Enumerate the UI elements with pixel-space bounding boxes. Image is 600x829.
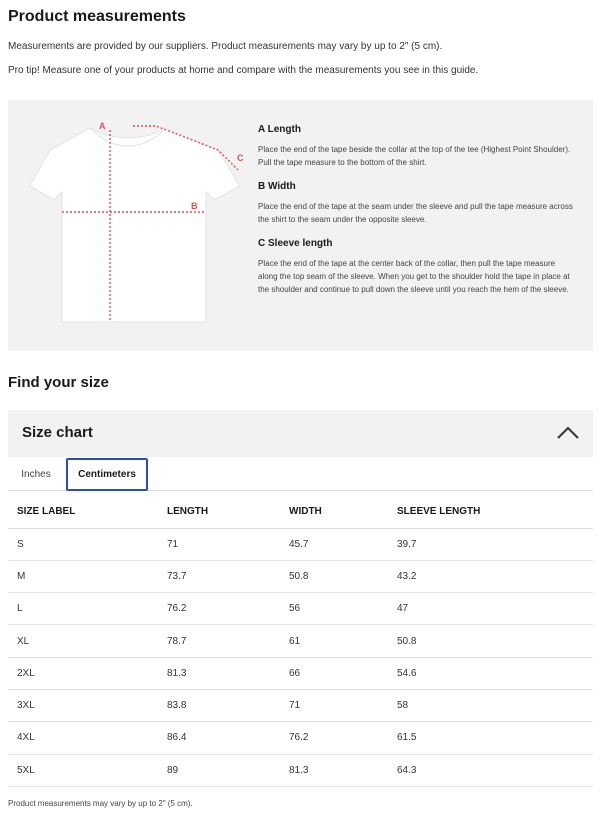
cell-length: 73.7 (158, 560, 280, 592)
cell-sleeve: 47 (388, 593, 593, 625)
cell-length: 81.3 (158, 657, 280, 689)
cell-sleeve: 43.2 (388, 560, 593, 592)
cell-sleeve: 39.7 (388, 528, 593, 560)
cell-length: 76.2 (158, 593, 280, 625)
find-size-title: Find your size (8, 374, 109, 391)
cell-sleeve: 64.3 (388, 754, 593, 786)
table-row (8, 754, 593, 786)
size-chart-title: Size chart (22, 424, 93, 441)
cell-size: S (8, 528, 158, 560)
label-c: C (237, 153, 244, 163)
cell-size: 2XL (8, 657, 158, 689)
header-width: WIDTH (280, 496, 388, 528)
header-length: LENGTH (158, 496, 280, 528)
cell-size: 5XL (8, 754, 158, 786)
header-sleeve-length: SLEEVE LENGTH (388, 496, 593, 528)
cell-width: 76.2 (280, 722, 388, 754)
measurement-guide (8, 100, 593, 351)
cell-length: 71 (158, 528, 280, 560)
label-a: A (99, 121, 106, 131)
guide-sleeve-title: C Sleeve length (258, 238, 333, 249)
table-row (8, 560, 593, 592)
cell-size: 3XL (8, 689, 158, 721)
tab-centimeters[interactable]: Centimeters (66, 458, 148, 491)
footer-note: Product measurements may vary by up to 2" (5 cm). (8, 799, 193, 808)
label-b: B (191, 201, 198, 211)
table-row (8, 722, 593, 754)
cell-size: 4XL (8, 722, 158, 754)
table-row (8, 593, 593, 625)
tab-inches[interactable]: Inches (21, 469, 51, 480)
cell-sleeve: 50.8 (388, 625, 593, 657)
table-row (8, 528, 593, 560)
cell-size: L (8, 593, 158, 625)
guide-length-title: A Length (258, 124, 301, 135)
cell-width: 50.8 (280, 560, 388, 592)
cell-sleeve: 58 (388, 689, 593, 721)
cell-length: 86.4 (158, 722, 280, 754)
unit-tabs (8, 458, 593, 491)
cell-sleeve: 61.5 (388, 722, 593, 754)
cell-width: 66 (280, 657, 388, 689)
size-table (8, 496, 593, 787)
guide-width-desc: Place the end of the tape at the seam under the sleeve and pull the tape measure across the shirt to the seam under the opposite sleeve. (258, 202, 573, 224)
table-header-row (8, 496, 593, 528)
guide-text (258, 124, 573, 308)
cell-width: 81.3 (280, 754, 388, 786)
cell-sleeve: 54.6 (388, 657, 593, 689)
measure-labels (28, 116, 250, 330)
size-chart-header[interactable] (8, 410, 593, 457)
guide-sleeve-desc: Place the end of the tape at the center back of the collar, then pull the tape measure along the top seam of the sleeve. When you get to the shoulder hold the tape in place at the shoulder and continue to pull down the sleeve until you reach the hem of the sleeve. (258, 259, 570, 294)
cell-length: 89 (158, 754, 280, 786)
cell-width: 45.7 (280, 528, 388, 560)
cell-length: 78.7 (158, 625, 280, 657)
table-row (8, 657, 593, 689)
table-row (8, 625, 593, 657)
cell-length: 83.8 (158, 689, 280, 721)
tshirt-diagram (28, 116, 250, 330)
chevron-up-icon[interactable] (557, 426, 579, 440)
guide-length-desc: Place the end of the tape beside the collar at the top of the tee (Highest Point Shoulder). Pull the tape measure to the bottom of the shirt. (258, 145, 571, 167)
table-row (8, 689, 593, 721)
cell-width: 61 (280, 625, 388, 657)
guide-width-title: B Width (258, 181, 296, 192)
page-title: Product measurements (8, 8, 186, 25)
intro-text: Measurements are provided by our suppliers. Product measurements may vary by up to 2" (5 cm). (8, 41, 443, 52)
cell-width: 56 (280, 593, 388, 625)
cell-size: XL (8, 625, 158, 657)
header-size-label: SIZE LABEL (8, 496, 158, 528)
cell-size: M (8, 560, 158, 592)
cell-width: 71 (280, 689, 388, 721)
pro-tip-text: Pro tip! Measure one of your products at home and compare with the measurements you see in this guide. (8, 65, 479, 76)
